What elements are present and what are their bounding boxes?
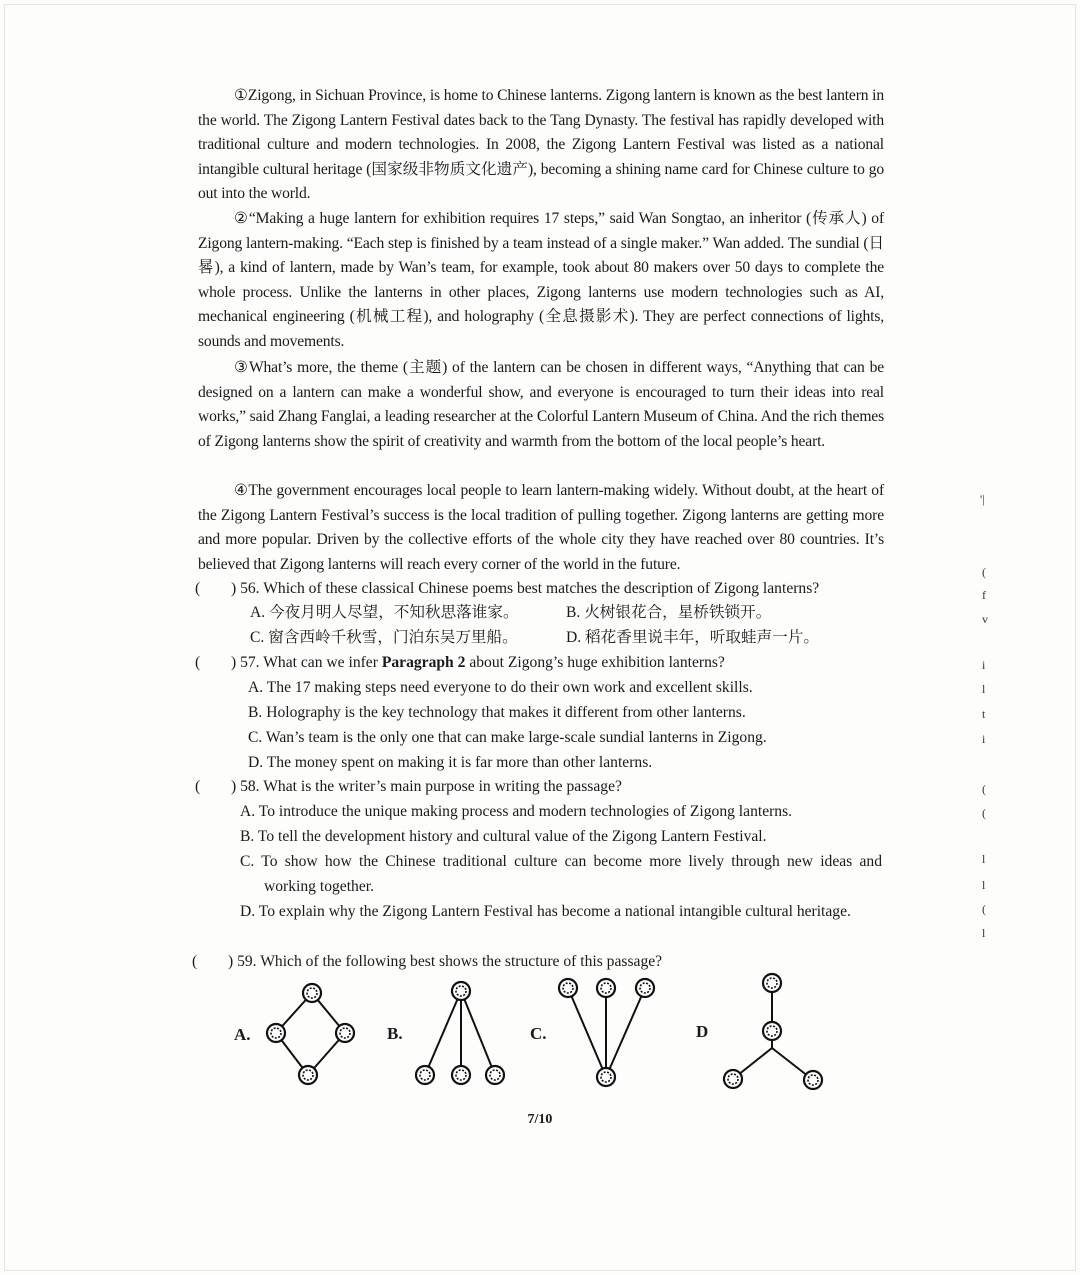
edge-mark: ( [982,806,986,820]
node-1-icon [303,984,321,1002]
answer-bracket[interactable]: ( [195,778,201,795]
node-4-icon [804,1071,822,1089]
edge-mark: ( [982,902,986,916]
paragraph-4: ④The government encourages local people to learn lantern-making widely. Without doubt, at the heart of the Zigong Lantern Festival’s success is the local tradition of pulling together. Zigong lanterns are getting more and more popular. Driven by the collective efforts of the whole city they have reached over 80 countries. It’s believed that Zigong lanterns will reach every corner of the world in the future. [198,482,884,573]
edge-mark: v [982,612,988,626]
question-57-stem-pre: ) 57. What can we infer [231,654,382,671]
q58-option-a: A. To introduce the unique making process and modern technologies of Zigong lanterns. [240,803,793,820]
q57-option-a: A. The 17 making steps need everyone to do their own work and excellent skills. [248,679,753,696]
q56-option-d: D. 稻花香里说丰年，听取蛙声一片。 [566,629,819,646]
edge-mark: t [982,707,986,721]
edge-mark: l [982,682,986,696]
question-57-stem-bold: Paragraph 2 [381,654,466,671]
answer-bracket[interactable]: ( [195,654,201,671]
question-56-stem: ) 56. Which of these classical Chinese poems best matches the description of Zigong lanterns? [231,580,820,597]
q58-option-d-text: D. To explain why the Zigong Lantern Festival has become a national intangible cultural heritage. [240,903,851,920]
edge-mark: i [982,658,986,672]
edge-mark: l [982,878,986,892]
paragraph-2: ②“Making a huge lantern for exhibition requires 17 steps,” said Wan Songtao, an inheritor (传承人) of Zigong lantern-making. “Each step is finished by a team instead of a single maker.” Wan added. The sundial (日晷), a kind of lantern, made by Wan’s team, for example, took about 80 makers over 50 days to complete the whole process. Unlike the lanterns in other places, Zigong lanterns use modern technologies such as AI, mechanical engineering (机械工程), and holography (全息摄影术). They are perfect connections of lights, sounds and movements. [198,210,884,350]
paragraph-1: ①Zigong, in Sichuan Province, is home to Chinese lanterns. Zigong lantern is known as the best lantern in the world. The Zigong Lantern Festival dates back to the Tang Dynasty. The festival has rapidly developed with traditional culture and modern technologies. In 2008, the Zigong Lantern Festival was listed as a national intangible cultural heritage (国家级非物质文化遗产), becoming a shining name card for Chinese culture to go out into the world. [198,87,884,203]
question-57-stem-post: about Zigong’s huge exhibition lanterns? [465,654,725,671]
q58-option-b: B. To tell the development history and cultural value of the Zigong Lantern Festival. [240,828,767,845]
diagram-label-c: C. [530,1024,547,1043]
diagram-d-nodes [724,974,822,1089]
question-58-stem: ) 58. What is the writer’s main purpose in writing the passage? [231,778,622,795]
answer-bracket[interactable]: ( [195,580,201,597]
edge-mark: l [982,926,986,940]
diagram-label-a: A. [234,1025,251,1044]
question-59-stem: ) 59. Which of the following best shows the structure of this passage? [228,953,663,970]
diagram-a-edges [276,993,345,1075]
page-number: 7/10 [527,1112,553,1127]
diagram-c-edges [568,988,645,1077]
edge-mark: i [982,732,986,746]
node-2-icon [763,1022,781,1040]
diagram-label-b: B. [387,1024,403,1043]
node-4-icon [299,1066,317,1084]
q57-option-b: B. Holography is the key technology that makes it different from other lanterns. [248,704,746,721]
edge-mark: l [982,852,986,866]
edge-mark: '| [980,492,985,506]
q57-option-d: D. The money spent on making it is far more than other lanterns. [248,754,653,771]
q56-option-b: B. 火树银花合，星桥铁锁开。 [566,604,772,621]
diagram-label-d: D [696,1022,709,1041]
q56-option-c: C. 窗含西岭千秋雪，门泊东吴万里船。 [250,629,518,646]
node-2-icon [597,979,615,997]
node-2-icon [267,1024,285,1042]
node-4-icon [486,1066,504,1084]
q56-option-a: A. 今夜月明人尽望，不知秋思落谁家。 [250,604,519,621]
node-1-icon [559,979,577,997]
node-4-icon [597,1068,615,1086]
node-3-icon [724,1070,742,1088]
q57-option-c: C. Wan’s team is the only one that can make large-scale sundial lanterns in Zigong. [248,729,767,746]
node-3-icon [636,979,654,997]
paragraph-3: ③What’s more, the theme (主题) of the lantern can be chosen in different ways, “Anything that can be designed on a lantern can make a wonderful show, and everyone is encouraged to turn their ideas into real works,” said Zhang Fanglai, a leading researcher at the Colorful Lantern Museum of China. And the rich themes of Zigong lanterns show the spirit of creativity and warmth from the bottom of the local people’s heart. [198,359,884,450]
diagram-a-nodes [267,984,354,1084]
answer-bracket[interactable]: ( [192,953,198,970]
edge-mark: ( [982,782,986,796]
node-2-icon [416,1066,434,1084]
node-3-icon [336,1024,354,1042]
edge-mark: f [982,588,986,602]
node-1-icon [763,974,781,992]
node-1-icon [452,982,470,1000]
diagram-b-edges [425,991,495,1075]
edge-mark: ( [982,565,986,579]
q58-option-c-text: C. To show how the Chinese traditional culture can become more lively through new ideas and working together. [240,853,882,895]
node-3-icon [452,1066,470,1084]
